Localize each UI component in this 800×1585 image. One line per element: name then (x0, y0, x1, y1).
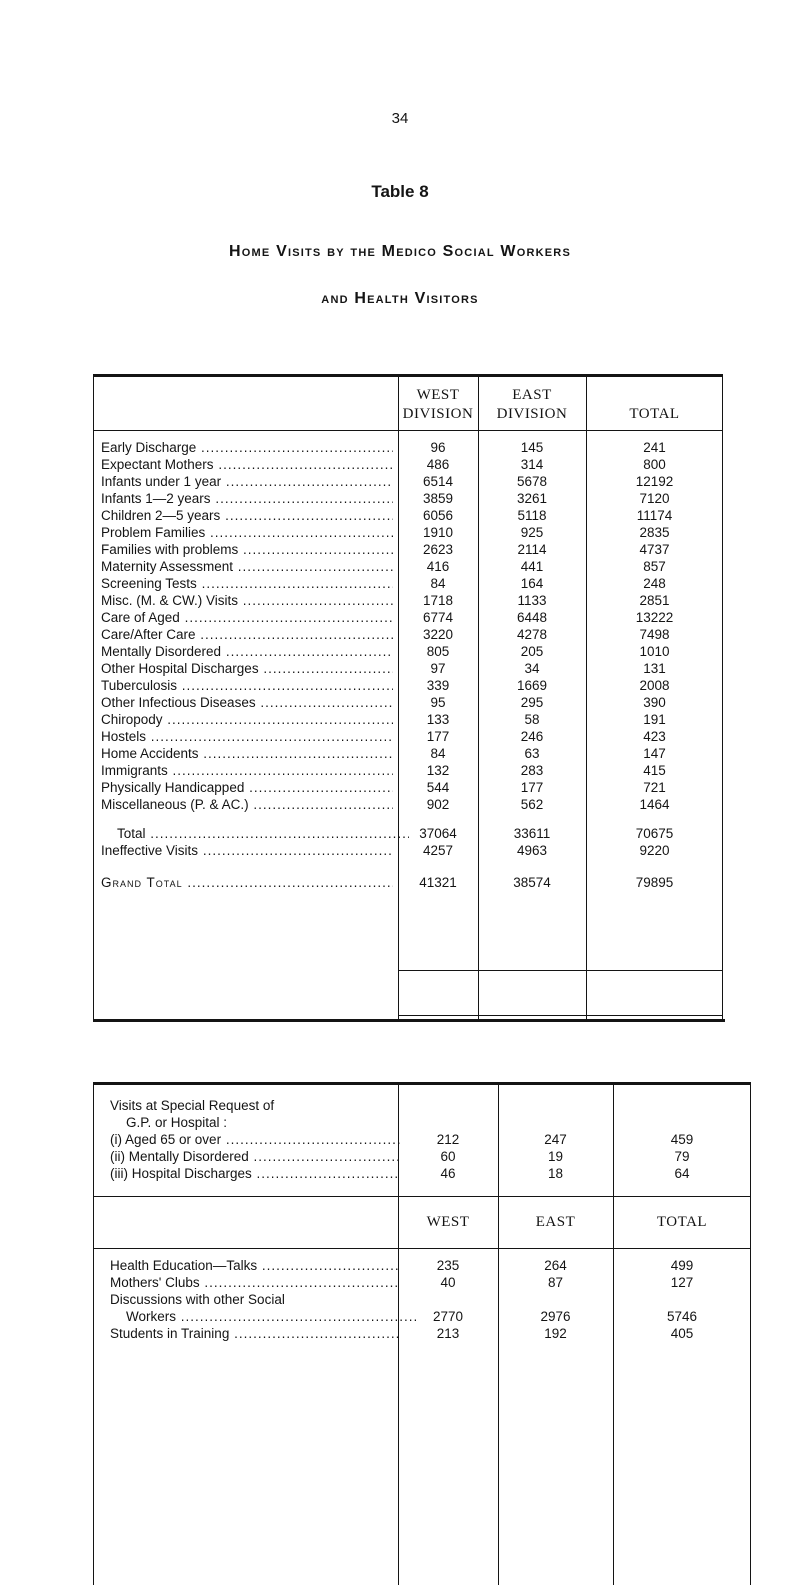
west-value: 133 (426, 712, 450, 727)
east-value: 18 (547, 1166, 564, 1181)
total-value: 405 (670, 1326, 694, 1341)
row-label: (ii) Mentally Disordered ..... (110, 1148, 400, 1165)
heading-line-2: and Health Visitors (321, 290, 479, 307)
east-value: 441 (520, 559, 544, 574)
table-row (93, 643, 723, 660)
total-value: 147 (643, 746, 666, 761)
row-label: Ineffective Visits ..... (101, 842, 393, 859)
east-value: 63 (524, 746, 540, 761)
table-row (93, 1274, 751, 1291)
row-label: (iii) Hospital Discharges ..... (110, 1165, 400, 1182)
total-value: 12192 (635, 474, 674, 489)
total-value: 1464 (639, 797, 670, 812)
east-value: 1669 (516, 678, 548, 693)
total-value: 79 (674, 1149, 690, 1164)
header-rule (93, 1248, 751, 1249)
table-row (93, 439, 723, 456)
column-header-total: TOTAL (656, 1214, 708, 1230)
column-header-east: EAST (535, 1214, 576, 1230)
east-value: 295 (520, 695, 544, 710)
table-row (93, 762, 723, 779)
table-row (93, 473, 723, 490)
west-value: 37064 (419, 826, 457, 841)
row-label: Infants under 1 year ..... (101, 473, 393, 490)
table-bottom-rule (93, 1019, 725, 1022)
table-row (93, 1257, 751, 1274)
table-row (93, 558, 723, 575)
row-label: Chiropody ..... (101, 711, 393, 728)
row-label: Mentally Disordered ..... (101, 643, 393, 660)
total-value: 415 (643, 763, 666, 778)
table-row (93, 1308, 751, 1325)
row-label: Health Education—Talks ..... (110, 1257, 400, 1274)
total-value: 127 (670, 1275, 694, 1290)
west-value: 805 (426, 644, 450, 659)
west-value: 41321 (419, 875, 457, 890)
west-value: 3220 (422, 627, 454, 642)
west-value: 4257 (422, 843, 454, 858)
east-value: 164 (520, 576, 544, 591)
west-value: 212 (436, 1132, 460, 1147)
west-value: 1718 (422, 593, 454, 608)
row-label: (i) Aged 65 or over ..... (110, 1131, 400, 1148)
page-number: 34 (391, 110, 409, 127)
section-rule (93, 1196, 751, 1197)
west-value: 132 (426, 763, 450, 778)
east-value: 177 (520, 780, 544, 795)
table-row (93, 609, 723, 626)
east-value: 145 (520, 440, 544, 455)
east-value: 314 (520, 457, 544, 472)
east-value: 5678 (516, 474, 548, 489)
east-value: 4278 (516, 627, 548, 642)
row-label: Discussions with other Social (110, 1292, 285, 1307)
table-row (93, 1325, 751, 1342)
row-label: Infants 1—2 years ..... (101, 490, 393, 507)
table-row (93, 456, 723, 473)
total-value: 7498 (639, 627, 670, 642)
table-row (93, 779, 723, 796)
east-value: 2114 (517, 542, 547, 557)
total-value: 4737 (639, 542, 670, 557)
total-value: 5746 (666, 1309, 698, 1324)
east-value: 925 (520, 525, 544, 540)
east-value: 3261 (516, 491, 548, 506)
total-value: 721 (643, 780, 666, 795)
west-value: 2770 (432, 1309, 464, 1324)
table-row (93, 524, 723, 541)
total-value: 390 (643, 695, 666, 710)
west-value: 3859 (422, 491, 454, 506)
home-visits-table (93, 374, 723, 1020)
row-label: Children 2—5 years ..... (101, 507, 393, 524)
table-row (93, 575, 723, 592)
total-value: 248 (643, 576, 666, 591)
total-value: 499 (670, 1258, 694, 1273)
intro-line (93, 1097, 751, 1114)
east-value: 246 (520, 729, 544, 744)
row-label: Physically Handicapped ..... (101, 779, 393, 796)
total-value: 131 (643, 661, 666, 676)
total-value: 70675 (635, 826, 674, 841)
east-value: 58 (524, 712, 540, 727)
total-value: 1010 (639, 644, 670, 659)
west-value: 544 (426, 780, 450, 795)
table-row (93, 1131, 751, 1148)
east-value: 562 (520, 797, 544, 812)
total-value: 423 (643, 729, 666, 744)
row-label: Miscellaneous (P. & AC.) ..... (101, 796, 393, 813)
ineffective-visits-row (93, 842, 723, 859)
west-value: 2623 (422, 542, 454, 557)
table-row (93, 1291, 751, 1308)
east-value: 264 (544, 1258, 567, 1273)
west-value: 97 (430, 661, 446, 676)
intro-line (93, 1114, 751, 1131)
total-value: 857 (643, 559, 666, 574)
west-value: 902 (426, 797, 450, 812)
west-value: 213 (436, 1326, 460, 1341)
west-value: 46 (440, 1166, 456, 1181)
west-value: 6056 (422, 508, 454, 523)
row-label: Other Hospital Discharges ..... (101, 660, 393, 677)
table-row (93, 490, 723, 507)
east-value: 283 (520, 763, 544, 778)
total-value: 800 (643, 457, 666, 472)
row-label: Early Discharge ..... (101, 439, 393, 456)
table-row (93, 541, 723, 558)
west-value: 1910 (422, 525, 454, 540)
table-row (93, 507, 723, 524)
total-row (93, 825, 723, 842)
grand-total-rule (398, 1015, 723, 1016)
column-header-west: WEST (426, 1214, 470, 1230)
row-label: Mothers' Clubs ..... (110, 1274, 400, 1291)
row-label: Other Infectious Diseases ..... (101, 694, 393, 711)
west-value: 416 (426, 559, 450, 574)
row-label: Families with problems ..... (101, 541, 393, 558)
table-row (93, 728, 723, 745)
column-header-total: TOTAL (629, 406, 680, 422)
east-value: 5118 (517, 508, 547, 523)
header-rule (93, 430, 723, 431)
total-value: 64 (674, 1166, 690, 1181)
table-row (93, 626, 723, 643)
table-row (93, 1165, 751, 1182)
east-value: 205 (520, 644, 544, 659)
west-value: 84 (430, 576, 446, 591)
row-label: Misc. (M. & CW.) Visits ..... (101, 592, 393, 609)
east-value: 4963 (516, 843, 548, 858)
row-label: Hostels ..... (101, 728, 393, 745)
heading-line-1: Home Visits by the Medico Social Workers (229, 243, 571, 260)
row-label: Expectant Mothers ..... (101, 456, 393, 473)
west-value: 95 (430, 695, 446, 710)
table-title: Table 8 (371, 182, 429, 201)
east-value: 87 (547, 1275, 564, 1290)
table-row (93, 745, 723, 762)
total-value: 191 (643, 712, 666, 727)
west-value: 40 (440, 1275, 456, 1290)
east-value: 38574 (513, 875, 551, 890)
table-row (93, 660, 723, 677)
east-value: 6448 (516, 610, 548, 625)
column-header-east: EAST DIVISION (496, 387, 568, 422)
west-value: 6514 (422, 474, 454, 489)
east-value: 2976 (540, 1309, 571, 1324)
row-label: Workers ..... (126, 1308, 416, 1325)
table-row (93, 796, 723, 813)
total-value: 241 (643, 440, 666, 455)
east-value: 247 (544, 1132, 567, 1147)
grand-total-row (93, 874, 723, 891)
total-value: 7120 (639, 491, 670, 506)
row-label: Care of Aged ..... (101, 609, 393, 626)
row-label: Visits at Special Request of (110, 1098, 275, 1113)
row-label: Grand Total ..... (101, 874, 393, 891)
row-label: Problem Families ..... (101, 524, 393, 541)
row-label: Students in Training ..... (110, 1325, 400, 1342)
table-row (93, 694, 723, 711)
east-value: 19 (547, 1149, 564, 1164)
total-value: 459 (670, 1132, 694, 1147)
total-value: 11174 (636, 508, 673, 523)
west-value: 177 (426, 729, 450, 744)
west-value: 235 (436, 1258, 460, 1273)
row-label: Care/After Care ..... (101, 626, 393, 643)
east-value: 34 (524, 661, 540, 676)
table-row (93, 677, 723, 694)
row-label: G.P. or Hospital : (126, 1115, 228, 1130)
total-value: 2835 (639, 525, 670, 540)
table-row (93, 711, 723, 728)
row-label: Total ..... (117, 825, 409, 842)
table-row (93, 592, 723, 609)
row-label: Home Accidents ..... (101, 745, 393, 762)
west-value: 486 (426, 457, 450, 472)
total-value: 9220 (639, 843, 670, 858)
table-row (93, 1148, 751, 1165)
east-value: 1133 (517, 593, 547, 608)
column-header-west: WEST DIVISION (402, 387, 474, 422)
west-value: 339 (426, 678, 450, 693)
total-value: 79895 (635, 875, 674, 890)
row-label: Immigrants ..... (101, 762, 393, 779)
east-value: 33611 (513, 826, 551, 841)
west-value: 60 (440, 1149, 456, 1164)
west-value: 84 (430, 746, 446, 761)
total-value: 2008 (639, 678, 670, 693)
row-label: Maternity Assessment ..... (101, 558, 393, 575)
west-value: 96 (430, 440, 446, 455)
west-value: 6774 (422, 610, 454, 625)
total-value: 13222 (635, 610, 674, 625)
total-value: 2851 (639, 593, 670, 608)
row-label: Screening Tests ..... (101, 575, 393, 592)
subtotal-rule (398, 970, 723, 971)
row-label: Tuberculosis ..... (101, 677, 393, 694)
special-visits-table (93, 1082, 751, 1585)
east-value: 192 (544, 1326, 567, 1341)
